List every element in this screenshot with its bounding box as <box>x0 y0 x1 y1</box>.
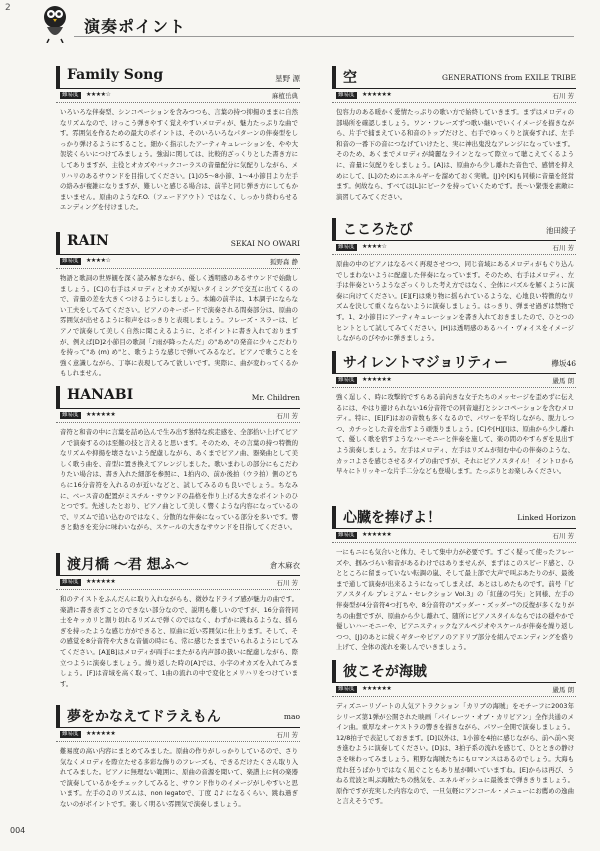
entry-rain <box>56 232 300 379</box>
mascot-bird-icon <box>38 3 72 43</box>
entry-body: 包容力のある暖かく愛情たっぷりの歌い方で始終していきます。まずはメロディの部場所を確認しましょう。ワン・フレーズずつ歌い継いでいくイメージを描きながら、片手で捕まえている和音のトップだけと、右手でゆっくりと演奏すれば、左手和音の一番下の音につなげていけたと、実に神出鬼没なアレンジになっています。そのため、あくまでメロディが綺麗なラインとなって際立って聴こえてくるように、音量に気配りをしましょう。[A]は、原曲から少し離れた音色で、感情を抑えめにして、[L]のためにエネルギーを溜めておく実戦。[J]や[K]も同様に音量を経営ます。何故なら、すべては[L]にピークを持っていくためです。長〜い緊張を素敵に演習してみてください。 <box>336 108 574 201</box>
entry-title-bar <box>56 553 300 576</box>
entry-kokorotabi <box>332 218 576 344</box>
entry-title-bar <box>56 232 300 255</box>
entry-meta <box>332 374 576 388</box>
artist-name: mao <box>283 712 300 721</box>
entry-body: 強く逞しく、時に攻撃的ですらある前向きな女子たちのメッセージを歪めずに伝えるには、やはり避けられない16分音符での同音連打とシンコペーションを含むメロディ。特に、[E][F]はおの音数も多くなるので、パワーを平均しながら、脱力しつつ、カチっとした音を出すよう頑張りましょう。[C]や[H][I]は、原曲から少し離れて、優しく歌を宿すようなハーモニーと伴奏を施して、楽の間のやすらぎを見出すよう演奏しましょう。左手はメロディ、左手はリズムが刻む中心の伴奏のような、カッコよさを感じさせるタイプの曲ですが、それにピアノスタイル！ イントロから早々にトリッキーな片手二分なども登場します。たっぷりとお楽しみください。 <box>336 393 574 476</box>
entry-title-bar <box>56 705 300 728</box>
arranger-name: 石川 芳 <box>552 92 574 100</box>
entry-body: 原曲の中のピアノはなるべく再現させつつ、同じ音域にあるメロディがもぐり込んでしまわないように配慮した伴奏になっています。そのため、右手はメロディ、左手は伴奏というようなざっくりした考え方ではなく、全体にパズルを解くように演奏に向けてください。[E][F]は乗り物に揺られているような、心地良い特徴的なリズムを決して重くならないように演奏しましょう。はっきり、弾ませ過ぎは禁物です。1、2小節目にアーティキュレーションを書き入れておきましたので、ひとつのヒントとして試してみてください。[H]は透明感のあるハイ・ヴォイスをイメージしながらのびやかに弾きましょう。 <box>336 260 574 343</box>
difficulty-label: 難易度 <box>62 579 79 585</box>
arranger-name: 狐野森 静 <box>269 258 298 266</box>
song-title: 空 <box>343 70 357 86</box>
difficulty-stars: ★★★★☆ <box>86 91 111 98</box>
difficulty-stars: ★★★★☆ <box>86 257 111 264</box>
difficulty-stars: ★★★★★★ <box>362 531 392 538</box>
entry-togetsukyo <box>56 553 300 689</box>
song-title: 渡月橋 〜君 想ふ〜 <box>67 557 189 573</box>
page-corner-mark: 2 <box>5 3 11 13</box>
entry-title-bar <box>56 386 300 409</box>
entry-title-bar <box>332 660 576 683</box>
difficulty-label: 難易度 <box>62 92 79 98</box>
song-title: HANABI <box>67 387 134 403</box>
arranger-name: 石川 芳 <box>276 731 298 739</box>
artist-name: 池田綾子 <box>546 226 576 235</box>
entry-meta <box>56 728 300 742</box>
entry-title-bar <box>56 66 300 89</box>
difficulty-stars: ★★★★★★ <box>362 376 392 383</box>
song-title: Family Song <box>67 67 164 83</box>
page-number: 004 <box>10 826 26 835</box>
page-header <box>0 0 600 44</box>
artist-name: 倉木麻衣 <box>270 561 300 570</box>
entry-title-bar <box>332 66 576 89</box>
difficulty-stars: ★★★★★★ <box>86 730 116 737</box>
difficulty-stars: ★★★★★★ <box>362 685 392 692</box>
arranger-name: 嚴馬 朗 <box>552 377 574 385</box>
entry-body: 音符と和音の中に言葉を詰め込んで生み出す独特な疾走感を、全部拾い上げてピアノで演奏するのは至難の技と言えると思います。そのため、その言葉の持つ特徴的なリズムや抑揚を壊さないよう配慮しながら、あくまでピアノ曲、器楽曲として美しく歌う曲を、音型に置き換えてアレンジしました。歌いまわしの部分にもこだわりたい場合は、書き入れた細部を参照に、1拍内の、前か後拍（ウラ拍）側のどちらに16分音符を入れるのが近いなどと、試してみるのも良いでしょう。ちなみに、ベース音の配置がミスチル・サウンドの品格を作り上げる大きなポイントのひとつです。先述したとおり、ピアノ曲として美しく響くような内容になっているので、リズムで追い込むのではなく、分散的な伴奏になっている部分を多いです。響きと動きを充分に味わいながら、スケールの大きなサウンドを目指してください。 <box>60 428 298 532</box>
artist-name: 欅坂46 <box>551 359 576 368</box>
song-title: サイレントマジョリティー <box>343 355 508 371</box>
song-title: こころたび <box>343 222 413 238</box>
artist-name: 星野 源 <box>275 74 300 83</box>
entry-meta <box>332 89 576 103</box>
entry-meta <box>332 529 576 543</box>
artist-name: SEKAI NO OWARI <box>230 239 300 248</box>
arranger-name: 石川 芳 <box>552 244 574 252</box>
entry-body: 和のテイストをふんだんに取り入れながらも、微妙なドライブ感が魅力の曲です。楽譜に書き表すことのできない部分なので、説明も難しいのですが、16分音符同士をキッカリと割り切れるリズムで弾くのではなく、わずかに跳ねるような、揺らぎを持ったような感じ方ができると、原曲に近い雰囲気に仕上ります。そして、その感覚を8分音符や大きな音価の時にも、常に感じたままでいられるようにしてみてください。[A][B]はメロディが両手にまたがる内声部の扱いに配慮しながら、際立つように演奏しましょう。繰り返した時の[A]では、小字のオカズを入れてみましょう。[F]は音域を高く取って、1曲の流れの中で変化とメリハリをつけています。 <box>60 595 298 688</box>
arranger-name: 麻植岳典 <box>272 92 298 100</box>
song-title: RAIN <box>67 233 109 249</box>
entry-meta <box>56 409 300 423</box>
difficulty-label: 難易度 <box>338 92 355 98</box>
difficulty-stars: ★★★★★★ <box>86 578 116 585</box>
header-divider <box>74 36 574 37</box>
entry-body: ディズニーリゾートの人気アトラクション「カリブの海賊」をモチーフに2003年シリーズ第1弾が公開された映画「パイレーツ・オブ・カリビアン」全作共通のメイン曲。重厚なオーケストラの響きを描きながら、パワー全開で演奏しましょう。12/8拍子で表記しておきます。[D]以外は、1小節を4拍に感じながら、前へ前へ突き進むように演奏してください。[D]は、3拍子系の流れを感じて、ひとときの静けさを味わってみましょう。粗野な海賊たちにもロマンスはあるのでしょう。大海も荒れ狂うばかりではなく凪ぐこともあり星が瞬いていますね。[E]からは再び、うねる荒波と叫ぶ海賊たちの熱気を、エネルギッシュに最後まで弾ききりましょう。原作ですが充実した内容なので、一旦気軽にアンコール・メニューにお薦めの逸曲と言えそうです。 <box>336 702 574 806</box>
artist-name: Mr. Children <box>251 393 300 402</box>
difficulty-label: 難易度 <box>62 731 79 737</box>
difficulty-stars: ★★★★☆ <box>362 243 387 250</box>
difficulty-label: 難易度 <box>62 258 79 264</box>
song-title: 彼こそが海賊 <box>343 664 427 680</box>
artist-name: Linked Horizon <box>517 513 576 522</box>
entry-meta <box>56 89 300 103</box>
song-title: 夢をかなえてドラえもん <box>67 709 221 725</box>
difficulty-stars: ★★★★★★ <box>362 91 392 98</box>
entry-title-bar <box>332 506 576 529</box>
difficulty-label: 難易度 <box>62 412 79 418</box>
entry-silent-majority <box>332 351 576 477</box>
difficulty-label: 難易度 <box>338 686 355 692</box>
entry-doraemon <box>56 705 300 810</box>
arranger-name: 石川 芳 <box>552 532 574 540</box>
entry-hanabi <box>56 386 300 533</box>
difficulty-label: 難易度 <box>338 244 355 250</box>
difficulty-label: 難易度 <box>338 377 355 383</box>
difficulty-stars: ★★★★★★ <box>86 411 116 418</box>
entry-shinzou <box>332 506 576 653</box>
entry-meta <box>56 576 300 590</box>
entry-body: 物語と歌詞の世界観を深く読み解きながら、優しく透明感のあるサウンドで始動しましょう。[C]の右手はメロディとオカズが短いタイミングで交互に出てくるので、音量の差を大きくつけるようにしましょう。本編の前半は、1本調子にならない工夫をしてみてください。ピアノのキーボードで演奏される間奏部分は、原曲の雰囲気が出せるように和声をはっきりと表現しましょう。フレーズ・スラーは、ピアノで演奏して美しく自然に聞こえるように、とポイントに書き入れておりますが、例えば[D]2小節目の歌詞「♪雨が降ったんだ」の"あめ"の発音に少々こだわりを持って"あ (m) め"と、歌うような感じで弾いてみるなど。ピアノで歌うことを強く意識しながら、丁寧に表現してみて欲しいです。実際に、曲が変わってくるかもしれません。 <box>60 274 298 378</box>
entry-meta <box>56 255 300 269</box>
page-title: 演奏ポイント <box>84 17 187 36</box>
arranger-name: 石川 芳 <box>276 412 298 420</box>
arranger-name: 石川 芳 <box>276 579 298 587</box>
difficulty-label: 難易度 <box>338 532 355 538</box>
entry-family-song <box>56 66 300 213</box>
arranger-name: 嚴馬 朗 <box>552 686 574 694</box>
entry-body: いろいろな伴奏型、シンコペーションを含みつつも、言葉の持つ抑揚のままに自然なリズムなので、けっこう弾きやすく覚えやすいメロディが、魅力たっぷりな曲です。雰囲気を作るための最大のポイントは、そのいろいろなパターンの伴奏型をしっかり弾けるようにすること。細かく指示したアーティキュレーションを、やや大袈裟くらいにつけてみましょう。強弱に関しては、比較的ざっくりとした書き方にしてありますが、主役とオカズやバックコーラスの音量配分に気配りしながら、メリハリのあるサウンドを目指してください。[1]の5～8小節、1～4小節目より左手の絡みが複雑になりますが、難しいと感じる場合は、前半と同じ弾き方にしてもかまいません。原曲のようなF.O.（フェードアウト）ではなく、しっかり終わらせるエンディングを付けました。 <box>60 108 298 212</box>
entry-sora <box>332 66 576 202</box>
entry-title-bar <box>332 218 576 241</box>
song-title: 心臓を捧げよ！ <box>343 510 441 526</box>
entry-body: 一にもニにも気合いと体力、そして集中力が必要です。すごく疑って使ったフレーズや、掴みづらい和音があるわけではありませんが、まずはこのスピード感と、ひとところに留まっていない転調の嵐、そして最上部で大声で叫ぶあたりのが、最後まで通して演奏が出来るようになってしまえば、あとはしめたものです。前号『ピアノスタイル プレミアム・セレクション Vol.3』の「紅蓮の弓矢」と同様、左手の伴奏型が4分音符4つ打ちや、8分音符の"ズッダー・ズッダー"の反復が多くなりがちの曲想ですが、原曲から少し離れて、随所にピアノスタイルならではの穏やかで優しいハーモニーや、ピアニスティックなアルペジオやスケールが伴奏を繰り返しつつ、[J]のあとに続くギターやピアノのアドリブ部分を組んでエンディングを盛り上げて、全体の流れを楽しんでいきましょう。 <box>336 548 574 652</box>
entry-body: 難易度の高い内容にまとめてみました。原曲の作りがしっかりしているので、さり気なくメロディを際立たせる多彩な飾りのフレーズも、できるだけたくさん取り入れてみました。ピアノに無理ない範囲に、原曲の音源を聞いて、楽譜上に何の楽器で演奏しているかをチェックしてみると、サウンド作りのイメージがしやすいと思います。左手の♫のリズムは、non legatoで、丁度 ♫♪ になるくらい、跳ね過ぎないのがポイントです。楽しく明るい雰囲気で演奏しましょう。 <box>60 747 298 808</box>
entry-pirate <box>332 660 576 807</box>
entry-meta <box>332 241 576 255</box>
entry-title-bar <box>332 351 576 374</box>
artist-name: GENERATIONS from EXILE TRIBE <box>442 73 576 82</box>
entry-meta <box>332 683 576 697</box>
